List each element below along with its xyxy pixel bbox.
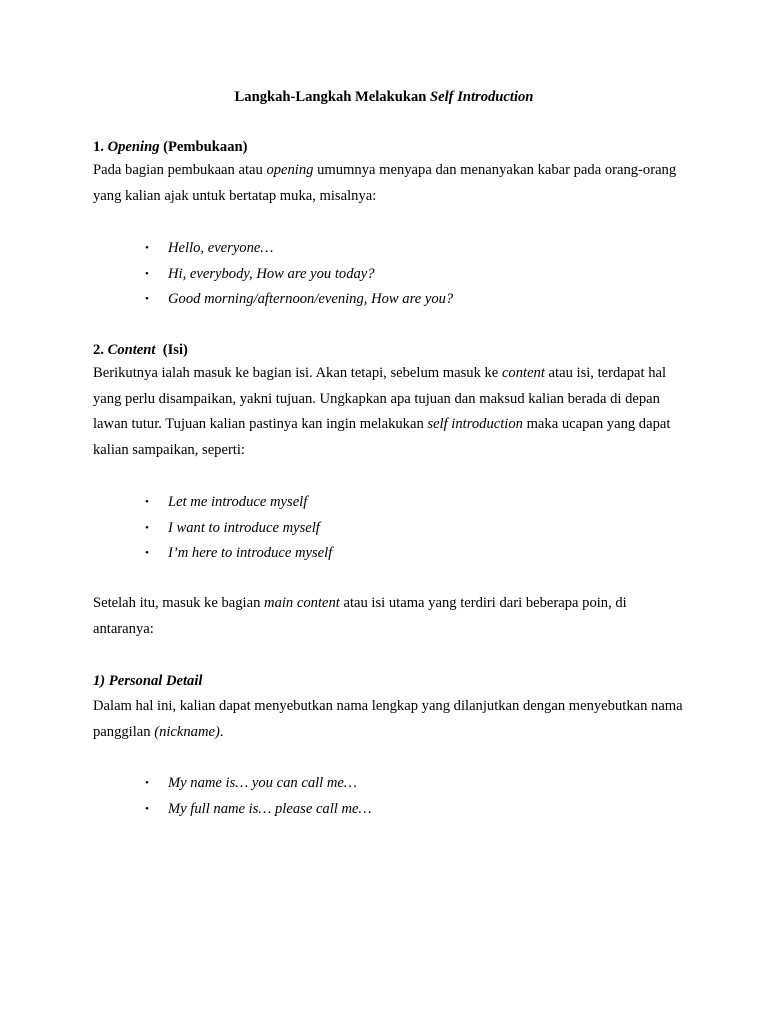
example-text: Hi, everybody, How are you today? bbox=[168, 265, 375, 282]
opening-examples-list bbox=[93, 236, 453, 313]
section-number: 1. bbox=[93, 139, 108, 155]
paragraph-emphasis: main content bbox=[264, 595, 340, 611]
section-term: Content bbox=[107, 342, 156, 358]
paragraph-emphasis: (nickname) bbox=[154, 723, 220, 740]
page-title bbox=[0, 88, 768, 106]
example-text: I want to introduce myself bbox=[168, 519, 320, 536]
section-opening-paragraph bbox=[93, 158, 683, 209]
section-term: Opening bbox=[107, 139, 160, 155]
content-examples-list bbox=[93, 490, 332, 567]
personal-detail-heading bbox=[93, 672, 202, 690]
bullet-icon: • bbox=[145, 293, 149, 305]
paragraph-text: Setelah itu, masuk ke bagian bbox=[93, 595, 265, 611]
title-emphasis: Self Introduction bbox=[430, 89, 534, 105]
paragraph-text: atau isi, terdapat hal yang perlu disampaikan, yakni tujuan. Ungkapkan apa tujuan dan maksud kalian berada di depan lawan tutur. Tujuan kalian pastinya kan ingin melakukan bbox=[93, 365, 667, 432]
section-label: (Isi) bbox=[155, 342, 188, 358]
list-item bbox=[93, 771, 371, 797]
example-text: Hello, everyone… bbox=[168, 240, 274, 256]
bullet-icon: • bbox=[145, 777, 149, 789]
example-text: Let me introduce myself bbox=[168, 494, 308, 510]
example-text: My full name is… please call me… bbox=[168, 800, 372, 817]
bullet-icon: • bbox=[145, 267, 149, 280]
bullet-icon: • bbox=[145, 521, 149, 534]
paragraph-text: Dalam hal ini, kalian dapat menyebutkan nama lengkap yang dilanjutkan dengan menyebutkan nama panggilan bbox=[93, 698, 683, 740]
list-item bbox=[93, 287, 453, 313]
bullet-icon: • bbox=[145, 496, 149, 508]
main-content-paragraph bbox=[93, 591, 683, 642]
section-content-heading bbox=[93, 341, 188, 359]
list-item bbox=[93, 541, 332, 567]
list-item bbox=[93, 262, 453, 288]
bullet-icon: • bbox=[145, 242, 149, 254]
bullet-icon: • bbox=[145, 547, 149, 559]
bullet-icon: • bbox=[145, 802, 149, 815]
example-text: Good morning/afternoon/evening, How are you? bbox=[168, 291, 454, 307]
list-item bbox=[93, 516, 332, 542]
section-opening-heading bbox=[93, 138, 247, 156]
paragraph-text: Pada bagian pembukaan atau bbox=[93, 162, 267, 178]
personal-detail-paragraph bbox=[93, 694, 683, 745]
paragraph-text: atau isi utama yang terdiri dari beberapa poin, di antaranya: bbox=[93, 595, 627, 637]
paragraph-text: umumnya menyapa dan menanyakan kabar pada orang-orang yang kalian ajak untuk bertatap muka, misalnya: bbox=[93, 162, 677, 204]
section-label: (Pembukaan) bbox=[159, 139, 248, 155]
paragraph-text: . bbox=[219, 723, 224, 740]
paragraph-text: maka ucapan yang dapat kalian sampaikan, seperti: bbox=[93, 416, 671, 458]
personal-detail-examples-list bbox=[93, 771, 371, 822]
list-item bbox=[93, 236, 453, 262]
list-item bbox=[93, 490, 332, 516]
paragraph-text: Berikutnya ialah masuk ke bagian isi. Akan tetapi, sebelum masuk ke bbox=[93, 365, 502, 381]
paragraph-emphasis: self introduction bbox=[427, 416, 523, 432]
title-text: Langkah-Langkah Melakukan bbox=[234, 89, 431, 105]
list-item bbox=[93, 797, 371, 823]
section-content-paragraph bbox=[93, 361, 683, 463]
paragraph-emphasis: content bbox=[501, 365, 545, 381]
section-number: 2. bbox=[93, 342, 108, 358]
example-text: My name is… you can call me… bbox=[168, 775, 357, 791]
heading-text: 1) Personal Detail bbox=[93, 673, 203, 689]
example-text: I’m here to introduce myself bbox=[168, 545, 333, 561]
paragraph-emphasis: opening bbox=[266, 162, 314, 178]
